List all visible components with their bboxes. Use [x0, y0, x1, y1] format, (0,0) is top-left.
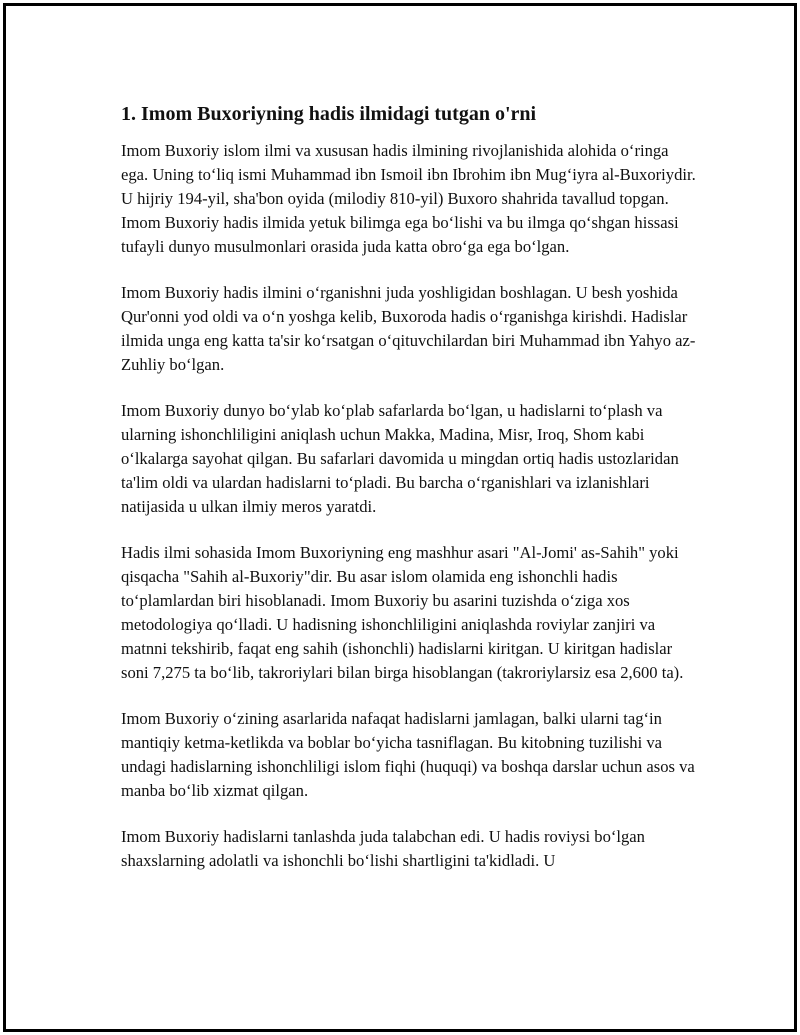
paragraph-6: Imom Buxoriy hadislarni tanlashda juda talabchan edi. U hadis roviysi bo‘lgan shaxslarning adolatli va ishonchli bo‘lishi shartligini ta'kidladi. U [121, 827, 645, 870]
document-body [121, 101, 696, 895]
section-title: 1. Imom Buxoriyning hadis ilmidagi tutgan o'rni [121, 103, 537, 125]
paragraph-1: Imom Buxoriy islom ilmi va xususan hadis ilmining rivojlanishida alohida o‘ringa ega. Uning to‘liq ismi Muhammad ibn Ismoil ibn Ibrohim ibn Mug‘iyra al-Buxoriydir. U hijriy 194-yil, sha'bon oyida (milodiy 810-yil) Buxoro shahrida tavallud topgan. Imom Buxoriy hadis ilmida yetuk bilimga ega bo‘lishi va bu ilmga qo‘shgan hissasi tufayli dunyo musulmonlari orasida juda katta obro‘ga ega bo‘lgan. [121, 141, 696, 256]
paragraph-3: Imom Buxoriy dunyo bo‘ylab ko‘plab safarlarda bo‘lgan, u hadislarni to‘plash va ularning ishonchliligini aniqlash uchun Makka, Madina, Misr, Iroq, Shom kabi o‘lkalarga sayohat qilgan. Bu safarlari davomida u mingdan ortiq hadis ustozlaridan ta'lim oldi va ulardan hadislarni to‘pladi. Bu barcha o‘rganishlari va izlanishlari natijasida u ulkan ilmiy meros yaratdi. [121, 401, 679, 516]
paragraph-4: Hadis ilmi sohasida Imom Buxoriyning eng mashhur asari "Al-Jomi' as-Sahih" yoki qisqacha "Sahih al-Buxoriy"dir. Bu asar islom olamida eng ishonchli hadis to‘plamlardan biri hisoblanadi. Imom Buxoriy bu asarini tuzishda o‘ziga xos metodologiya qo‘lladi. U hadisning ishonchliligini aniqlashda roviylar zanjiri va matnni tekshirib, faqat eng sahih (ishonchli) hadislarni kiritgan. U kiritgan hadislar soni 7,275 ta bo‘lib, takroriylari bilan birga hisoblangan (takroriylarsiz esa 2,600 ta). [121, 543, 684, 682]
paragraph-2: Imom Buxoriy hadis ilmini o‘rganishni juda yoshligidan boshlagan. U besh yoshida Qur'onni yod oldi va o‘n yoshga kelib, Buxoroda hadis o‘rganishga kirishdi. Hadislar ilmida unga eng katta ta'sir ko‘rsatgan o‘qituvchilardan biri Muhammad ibn Yahyo az-Zuhliy bo‘lgan. [121, 283, 696, 374]
page-frame [3, 3, 797, 1032]
paragraph-5: Imom Buxoriy o‘zining asarlarida nafaqat hadislarni jamlagan, balki ularni tag‘in mantiqiy ketma-ketlikda va boblar bo‘yicha tasniflagan. Bu kitobning tuzilishi va undagi hadislarning ishonchliligi islom fiqhi (huquqi) va boshqa darslar uchun asos va manba bo‘lib xizmat qilgan. [121, 709, 695, 800]
